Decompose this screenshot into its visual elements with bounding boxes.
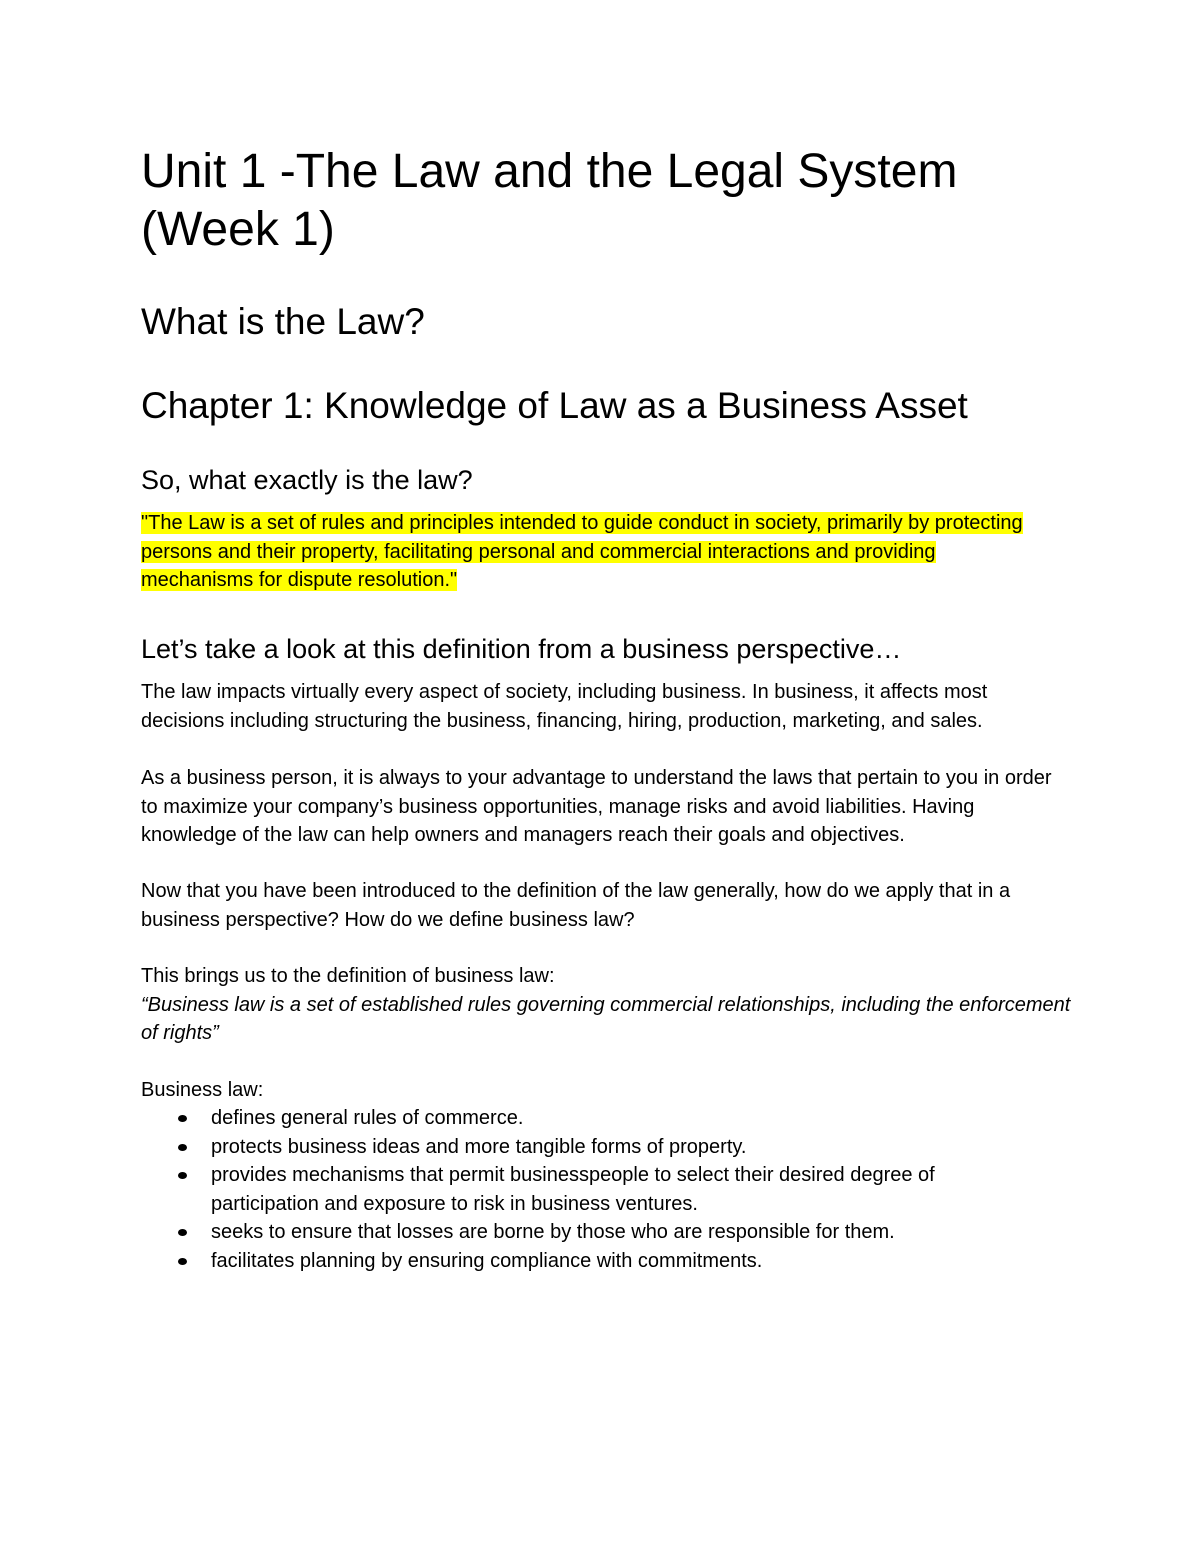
law-definition-highlight: "The Law is a set of rules and principles intended to guide conduct in society, primarily by protecting persons and their property, facilitating personal and commercial interactions and providing mechanisms for dispute resolution." [141, 512, 1023, 591]
paragraph-apply-business-law: Now that you have been introduced to the definition of the law generally, how do we apply that in a business perspective? How do we define business law? [141, 880, 1011, 931]
list-item [141, 1133, 1021, 1162]
list-item [141, 1161, 1021, 1218]
paragraph-business-advantage: As a business person, it is always to your advantage to understand the laws that pertain to you in order to maximize your company’s business opportunities, manage risks and avoid liabilities. Having knowledge of the law can help owners and managers reach their goals and objectives. [141, 767, 1052, 846]
subheading-business-perspective: Let’s take a look at this definition from a business perspective… [141, 634, 902, 664]
list-item-text: seeks to ensure that losses are borne by those who are responsible for them. [211, 1221, 895, 1243]
bullet-icon [178, 1172, 187, 1179]
bullet-icon [178, 1115, 187, 1122]
bullet-icon [178, 1229, 187, 1236]
bullet-icon [178, 1144, 187, 1151]
heading-what-is-law: What is the Law? [141, 301, 425, 342]
list-item-text: provides mechanisms that permit businesspeople to select their desired degree of participation and exposure to risk in business ventures. [211, 1164, 935, 1215]
list-item [141, 1104, 1021, 1133]
list-item-text: facilitates planning by ensuring compliance with commitments. [211, 1249, 763, 1272]
business-law-definition-block [141, 962, 1071, 1048]
paragraph-law-impacts: The law impacts virtually every aspect of society, including business. In business, it affects most decisions including structuring the business, financing, hiring, production, marketing, and sales. [141, 681, 988, 732]
list-item-text: defines general rules of commerce. [211, 1107, 524, 1129]
business-law-label: Business law: [141, 1079, 264, 1101]
bullet-icon [178, 1258, 187, 1265]
list-item [141, 1247, 1021, 1276]
subheading-what-exactly: So, what exactly is the law? [141, 465, 473, 495]
heading-chapter-1: Chapter 1: Knowledge of Law as a Business Asset [141, 385, 968, 426]
law-definition-paragraph [141, 509, 1041, 595]
business-law-intro: This brings us to the definition of business law: [141, 965, 555, 987]
list-item-text: protects business ideas and more tangible forms of property. [211, 1135, 747, 1158]
business-law-definition: “Business law is a set of established rules governing commercial relationships, including the enforcement of rights” [141, 993, 1071, 1044]
list-item [141, 1218, 1021, 1247]
business-law-bullet-list [141, 1104, 1021, 1275]
page-title: Unit 1 -The Law and the Legal System (Week 1) [141, 145, 958, 256]
